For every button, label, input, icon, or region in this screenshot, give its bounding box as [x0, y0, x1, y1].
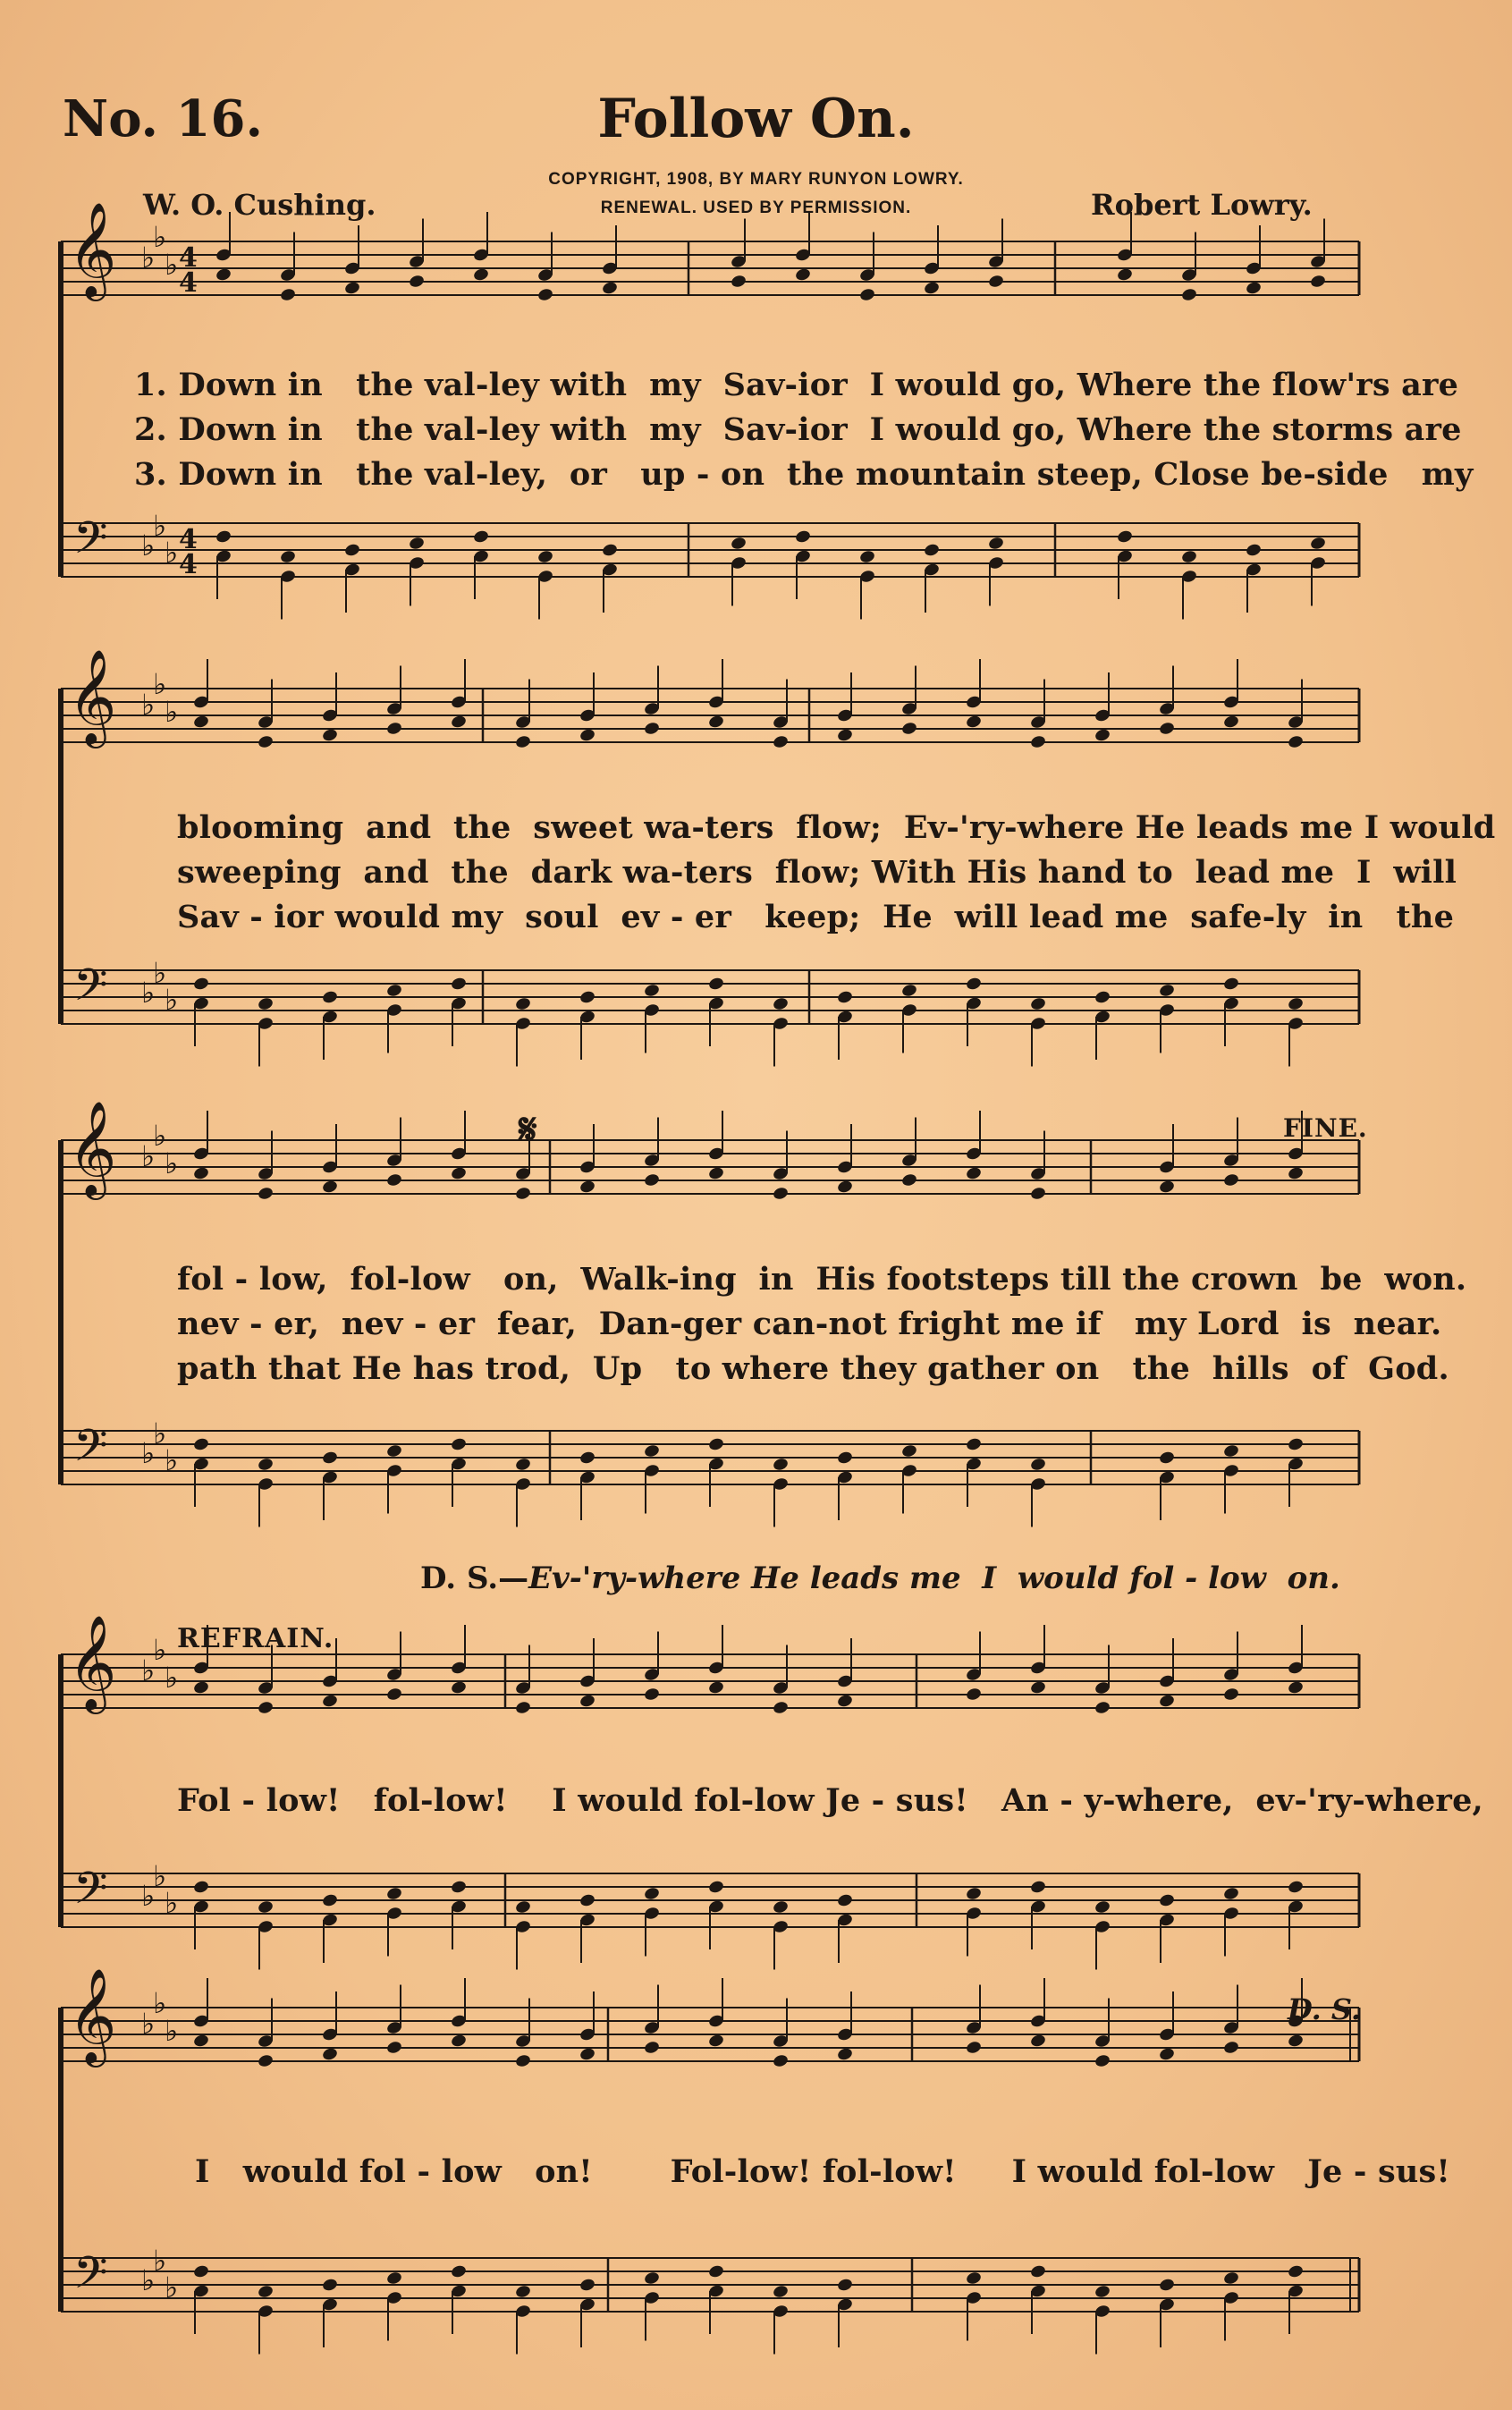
bass-note-notehead — [192, 977, 209, 992]
dal-segno-text: Ev-'ry-where He leads me I would fol - low on. — [528, 1560, 1340, 1596]
treble-note-notehead — [836, 728, 853, 743]
flat-sign: ♭ — [165, 1661, 179, 1695]
treble-note-notehead — [257, 734, 274, 749]
bass-note-notehead — [385, 2270, 402, 2286]
bass-note-notehead — [1222, 977, 1239, 992]
bass-note-notehead — [514, 2284, 531, 2299]
flat-sign: ♭ — [141, 529, 156, 562]
treble-note-notehead — [836, 1180, 853, 1195]
bass-note-notehead — [343, 543, 360, 558]
flat-sign: ♭ — [165, 2014, 179, 2048]
treble-note-notehead — [1116, 267, 1133, 283]
bass-note-notehead — [923, 543, 940, 558]
bass-note-notehead — [1029, 1880, 1046, 1895]
bass-note-notehead — [1029, 996, 1046, 1011]
bass-note-notehead — [579, 1893, 596, 1908]
flat-sign: ♭ — [153, 1633, 167, 1667]
treble-note-notehead — [1158, 721, 1175, 736]
bass-note-notehead — [1309, 536, 1326, 551]
bass-note-notehead — [772, 1457, 789, 1472]
treble-note-notehead — [1309, 274, 1326, 289]
verse-3-line-b: Sav - ior would my soul ev - er keep; He will lead me safe-ly in the — [177, 899, 1455, 935]
treble-note-notehead — [1287, 2034, 1304, 2049]
flat-sign: ♭ — [153, 220, 167, 254]
treble-note-notehead — [321, 1180, 338, 1195]
composer-credit: Robert Lowry. — [1091, 188, 1313, 222]
bass-note-notehead — [192, 1437, 209, 1452]
treble-clef: 𝄞 — [68, 1967, 117, 2063]
bass-note-notehead — [450, 2264, 467, 2279]
time-signature: 4 — [179, 242, 198, 274]
treble-note-notehead — [965, 2040, 982, 2055]
treble-note-notehead — [514, 734, 531, 749]
bass-note-notehead — [1287, 2264, 1304, 2279]
bass-note-notehead — [643, 1886, 660, 1901]
bass-note-notehead — [408, 536, 425, 551]
treble-clef: 𝄞 — [68, 201, 117, 297]
treble-note-notehead — [965, 1687, 982, 1702]
treble-note-notehead — [1029, 1186, 1046, 1201]
treble-clef: 𝄞 — [68, 648, 117, 744]
bass-note-notehead — [450, 977, 467, 992]
treble-note-notehead — [192, 1166, 209, 1181]
bass-note-notehead — [707, 2264, 724, 2279]
flat-sign: ♭ — [165, 536, 179, 570]
flat-sign: ♭ — [141, 1436, 156, 1470]
bass-clef: 𝄢 — [73, 1420, 108, 1483]
bass-note-notehead — [1094, 990, 1111, 1005]
bass-note-notehead — [1222, 1443, 1239, 1459]
treble-note-notehead — [450, 715, 467, 730]
flat-sign: ♭ — [153, 956, 167, 990]
lyricist-credit: W. O. Cushing. — [143, 188, 376, 222]
bass-note-notehead — [965, 1886, 982, 1901]
bass-note-notehead — [279, 549, 296, 564]
time-signature: 4 — [179, 524, 198, 555]
bass-note-notehead — [579, 990, 596, 1005]
treble-note-notehead — [514, 1186, 531, 1201]
treble-note-notehead — [836, 2047, 853, 2062]
treble-note-notehead — [408, 274, 425, 289]
verse-1-line-b: blooming and the sweet wa-ters flow; Ev-'ry-where He leads me I would — [177, 809, 1496, 846]
flat-sign: ♭ — [141, 1879, 156, 1913]
copyright-line-1: COPYRIGHT, 1908, BY MARY RUNYON LOWRY. — [548, 170, 964, 189]
treble-note-notehead — [707, 1680, 724, 1695]
bass-note-notehead — [836, 2278, 853, 2293]
treble-note-notehead — [1222, 1687, 1239, 1702]
treble-note-notehead — [1222, 715, 1239, 730]
copyright-line-2: RENEWAL. USED BY PERMISSION. — [600, 199, 912, 217]
treble-note-notehead — [257, 1186, 274, 1201]
bass-note-notehead — [965, 977, 982, 992]
treble-note-notehead — [579, 2047, 596, 2062]
bass-note-notehead — [450, 1880, 467, 1895]
bass-note-notehead — [385, 1443, 402, 1459]
treble-note-notehead — [215, 267, 232, 283]
treble-clef: 𝄞 — [68, 1614, 117, 1710]
treble-note-notehead — [536, 287, 553, 302]
verse-1-line-a: 1. Down in the val-ley with my Sav-ior I would go, Where the flow'rs are — [134, 367, 1459, 403]
treble-note-notehead — [643, 2040, 660, 2055]
bass-clef: 𝄢 — [73, 1863, 108, 1925]
flat-sign: ♭ — [153, 1119, 167, 1153]
bass-note-notehead — [1287, 1437, 1304, 1452]
treble-note-notehead — [1158, 2047, 1175, 2062]
treble-note-notehead — [965, 1166, 982, 1181]
bass-note-notehead — [192, 2264, 209, 2279]
bass-note-notehead — [858, 549, 875, 564]
bass-note-notehead — [836, 1450, 853, 1466]
bass-note-notehead — [514, 996, 531, 1011]
flat-sign: ♭ — [153, 2244, 167, 2278]
treble-note-notehead — [1094, 1700, 1111, 1715]
treble-clef: 𝄞 — [68, 1100, 117, 1196]
treble-note-notehead — [514, 2053, 531, 2068]
flat-sign: ♭ — [165, 1146, 179, 1180]
treble-note-notehead — [257, 2053, 274, 2068]
treble-note-notehead — [192, 715, 209, 730]
bass-note-notehead — [1287, 996, 1304, 1011]
bass-note-notehead — [579, 1450, 596, 1466]
bass-note-notehead — [1029, 2264, 1046, 2279]
bass-note-notehead — [1158, 1893, 1175, 1908]
fine-marker: FINE. — [1283, 1113, 1368, 1143]
flat-sign: ♭ — [141, 2007, 156, 2041]
treble-note-notehead — [450, 1680, 467, 1695]
treble-note-notehead — [1029, 1680, 1046, 1695]
bass-note-notehead — [472, 529, 489, 545]
bass-note-notehead — [836, 990, 853, 1005]
treble-note-notehead — [900, 721, 917, 736]
bass-note-notehead — [643, 1443, 660, 1459]
treble-note-notehead — [514, 1700, 531, 1715]
verse-1-line-c: fol - low, fol-low on, Walk-ing in His footsteps till the crown be won. — [177, 1261, 1467, 1298]
treble-note-notehead — [257, 1700, 274, 1715]
treble-note-notehead — [1245, 281, 1262, 296]
treble-note-notehead — [472, 267, 489, 283]
treble-note-notehead — [643, 721, 660, 736]
treble-note-notehead — [1287, 734, 1304, 749]
treble-note-notehead — [192, 1680, 209, 1695]
treble-note-notehead — [321, 728, 338, 743]
treble-note-notehead — [1180, 287, 1197, 302]
bass-note-notehead — [1158, 1450, 1175, 1466]
treble-note-notehead — [450, 2034, 467, 2049]
bass-note-notehead — [1245, 543, 1262, 558]
treble-note-notehead — [385, 1687, 402, 1702]
treble-note-notehead — [707, 2034, 724, 2049]
flat-sign: ♭ — [153, 1986, 167, 2020]
bass-note-notehead — [321, 1893, 338, 1908]
bass-note-notehead — [1180, 549, 1197, 564]
treble-note-notehead — [1222, 2040, 1239, 2055]
treble-note-notehead — [900, 1172, 917, 1188]
bass-note-notehead — [1029, 1457, 1046, 1472]
treble-note-notehead — [858, 287, 875, 302]
bass-note-notehead — [1222, 2270, 1239, 2286]
treble-note-notehead — [772, 734, 789, 749]
refrain-lyrics-b: I would fol - low on! Fol-low! fol-low! I would fol-low Je - sus! — [195, 2153, 1450, 2190]
bass-note-notehead — [707, 1437, 724, 1452]
treble-note-notehead — [450, 1166, 467, 1181]
bass-note-notehead — [321, 990, 338, 1005]
bass-note-notehead — [900, 1443, 917, 1459]
treble-note-notehead — [1158, 1180, 1175, 1195]
bass-note-notehead — [257, 1457, 274, 1472]
bass-clef: 𝄢 — [73, 960, 108, 1022]
flat-sign: ♭ — [165, 1886, 179, 1920]
treble-note-notehead — [923, 281, 940, 296]
treble-note-notehead — [707, 715, 724, 730]
treble-note-notehead — [1287, 1166, 1304, 1181]
flat-sign: ♭ — [141, 688, 156, 722]
time-signature: 4 — [179, 549, 198, 580]
bass-note-notehead — [772, 996, 789, 1011]
bass-note-notehead — [643, 983, 660, 998]
bass-note-notehead — [965, 2270, 982, 2286]
treble-note-notehead — [579, 728, 596, 743]
bass-note-notehead — [514, 1457, 531, 1472]
treble-note-notehead — [772, 2053, 789, 2068]
bass-note-notehead — [643, 2270, 660, 2286]
verse-3-line-a: 3. Down in the val-ley, or up - on the mountain steep, Close be-side my — [134, 456, 1474, 493]
bass-note-notehead — [215, 529, 232, 545]
bass-note-notehead — [836, 1893, 853, 1908]
treble-note-notehead — [965, 715, 982, 730]
treble-note-notehead — [643, 1172, 660, 1188]
hymn-number: No. 16. — [63, 89, 263, 148]
bass-note-notehead — [730, 536, 747, 551]
dal-segno-line — [420, 1560, 1340, 1596]
segno-sign: 𝄋 — [519, 1104, 537, 1154]
hymn-title: Follow On. — [597, 88, 915, 150]
treble-note-notehead — [987, 274, 1004, 289]
bass-note-notehead — [536, 549, 553, 564]
bass-note-notehead — [794, 529, 811, 545]
treble-note-notehead — [772, 1700, 789, 1715]
verse-3-line-c: path that He has trod, Up to where they gather on the hills of God. — [177, 1350, 1449, 1387]
flat-sign: ♭ — [141, 1653, 156, 1687]
flat-sign: ♭ — [165, 248, 179, 282]
dal-segno-label: D. S.— — [420, 1560, 529, 1596]
bass-note-notehead — [1287, 1880, 1304, 1895]
treble-note-notehead — [321, 2047, 338, 2062]
flat-sign: ♭ — [153, 1416, 167, 1450]
bass-note-notehead — [385, 983, 402, 998]
verse-2-line-b: sweeping and the dark wa-ters flow; With His hand to lead me I will — [177, 854, 1457, 891]
treble-note-notehead — [192, 2034, 209, 2049]
bass-note-notehead — [321, 2278, 338, 2293]
treble-note-notehead — [1287, 1680, 1304, 1695]
treble-note-notehead — [794, 267, 811, 283]
treble-note-notehead — [1029, 734, 1046, 749]
treble-note-notehead — [321, 1694, 338, 1709]
bass-clef: 𝄢 — [73, 512, 108, 575]
bass-note-notehead — [257, 1899, 274, 1915]
time-signature: 4 — [179, 267, 198, 299]
bass-note-notehead — [987, 536, 1004, 551]
bass-note-notehead — [772, 2284, 789, 2299]
bass-note-notehead — [1158, 2278, 1175, 2293]
treble-note-notehead — [579, 1694, 596, 1709]
bass-note-notehead — [514, 1899, 531, 1915]
bass-note-notehead — [707, 1880, 724, 1895]
treble-note-notehead — [836, 1694, 853, 1709]
ds-marker: D. S. — [1288, 1992, 1361, 2026]
bass-note-notehead — [579, 2278, 596, 2293]
treble-note-notehead — [579, 1180, 596, 1195]
flat-sign: ♭ — [153, 509, 167, 543]
treble-note-notehead — [1094, 728, 1111, 743]
bass-note-notehead — [257, 2284, 274, 2299]
flat-sign: ♭ — [165, 2270, 179, 2304]
treble-note-notehead — [643, 1687, 660, 1702]
refrain-label: REFRAIN. — [177, 1623, 334, 1654]
treble-note-notehead — [1158, 1694, 1175, 1709]
bass-note-notehead — [450, 1437, 467, 1452]
bass-note-notehead — [1094, 1899, 1111, 1915]
flat-sign: ♭ — [153, 667, 167, 701]
bass-note-notehead — [321, 1450, 338, 1466]
flat-sign: ♭ — [141, 241, 156, 275]
bass-note-notehead — [965, 1437, 982, 1452]
bass-note-notehead — [707, 977, 724, 992]
bass-note-notehead — [1116, 529, 1133, 545]
treble-note-notehead — [343, 281, 360, 296]
treble-note-notehead — [385, 1172, 402, 1188]
bass-note-notehead — [1222, 1886, 1239, 1901]
bass-note-notehead — [1094, 2284, 1111, 2299]
treble-note-notehead — [1222, 1172, 1239, 1188]
flat-sign: ♭ — [165, 983, 179, 1017]
bass-note-notehead — [1158, 983, 1175, 998]
treble-note-notehead — [385, 721, 402, 736]
treble-note-notehead — [385, 2040, 402, 2055]
flat-sign: ♭ — [165, 1443, 179, 1477]
flat-sign: ♭ — [141, 2263, 156, 2297]
bass-note-notehead — [601, 543, 618, 558]
flat-sign: ♭ — [141, 1139, 156, 1173]
verse-2-line-a: 2. Down in the val-ley with my Sav-ior I would go, Where the storms are — [134, 411, 1462, 448]
treble-note-notehead — [1029, 2034, 1046, 2049]
treble-note-notehead — [707, 1166, 724, 1181]
bass-note-notehead — [192, 1880, 209, 1895]
treble-note-notehead — [1094, 2053, 1111, 2068]
flat-sign: ♭ — [165, 695, 179, 729]
bass-note-notehead — [772, 1899, 789, 1915]
flat-sign: ♭ — [141, 976, 156, 1010]
bass-note-notehead — [900, 983, 917, 998]
bass-note-notehead — [385, 1886, 402, 1901]
treble-note-notehead — [601, 281, 618, 296]
verse-2-line-c: nev - er, nev - er fear, Dan-ger can-not fright me if my Lord is near. — [177, 1306, 1442, 1342]
bass-clef: 𝄢 — [73, 2247, 108, 2310]
treble-note-notehead — [279, 287, 296, 302]
refrain-lyrics-a: Fol - low! fol-low! I would fol-low Je - sus! An - y-where, ev-'ry-where, — [177, 1782, 1483, 1819]
treble-note-notehead — [772, 1186, 789, 1201]
flat-sign: ♭ — [153, 1859, 167, 1893]
bass-note-notehead — [257, 996, 274, 1011]
treble-note-notehead — [730, 274, 747, 289]
